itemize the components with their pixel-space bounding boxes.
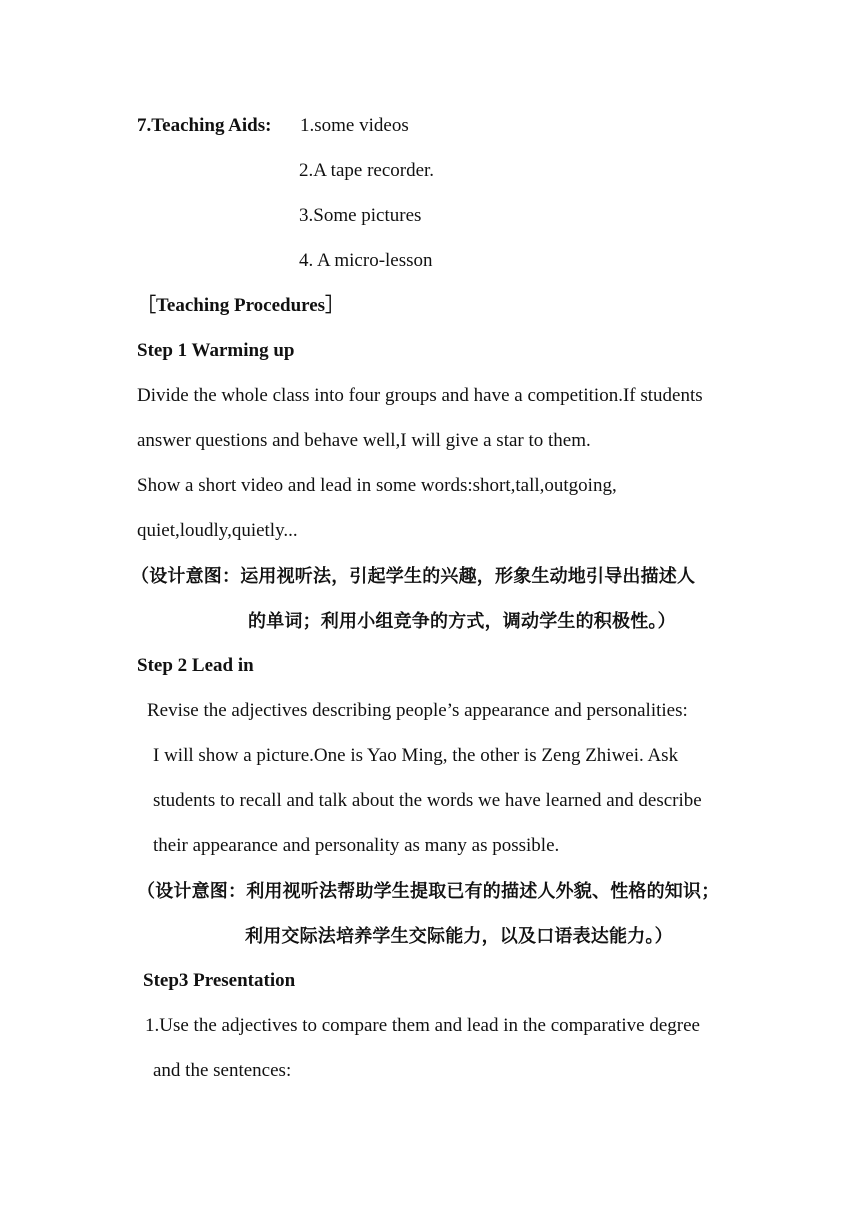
procedures-heading: ［Teaching Procedures］ bbox=[137, 295, 345, 316]
teaching-aid-item: 3.Some pictures bbox=[299, 205, 422, 226]
step1-design-intent-line: （设计意图：运用视听法，引起学生的兴趣，形象生动地引导出描述人 bbox=[131, 566, 696, 587]
step2-design-intent-line: 利用交际法培养学生交际能力，以及口语表达能力。） bbox=[245, 926, 673, 947]
step3-text-line: 1.Use the adjectives to compare them and lead in the comparative degree bbox=[145, 1015, 700, 1036]
teaching-aids-label: 7.Teaching Aids: bbox=[137, 115, 272, 136]
step1-title: Step 1 Warming up bbox=[137, 340, 295, 361]
step1-text-line: quiet,loudly,quietly... bbox=[137, 520, 298, 541]
step1-text-line: answer questions and behave well,I will give a star to them. bbox=[137, 430, 591, 451]
step2-title: Step 2 Lead in bbox=[137, 655, 254, 676]
teaching-aid-item: 1.some videos bbox=[300, 115, 409, 136]
step2-text-line: students to recall and talk about the words we have learned and describe bbox=[153, 790, 702, 811]
step2-text-line: their appearance and personality as many as possible. bbox=[153, 835, 560, 856]
step2-text-line: I will show a picture.One is Yao Ming, the other is Zeng Zhiwei. Ask bbox=[153, 745, 679, 766]
teaching-aid-item: 4. A micro-lesson bbox=[299, 250, 433, 271]
step3-text-line: and the sentences: bbox=[153, 1060, 292, 1081]
step3-title: Step3 Presentation bbox=[143, 970, 296, 991]
step1-text-line: Show a short video and lead in some words:short,tall,outgoing, bbox=[137, 475, 617, 496]
step2-design-intent-line: （设计意图：利用视听法帮助学生提取已有的描述人外貌、性格的知识； bbox=[137, 881, 720, 902]
step1-text-line: Divide the whole class into four groups and have a competition.If students bbox=[137, 385, 703, 406]
step2-text-line: Revise the adjectives describing people’s appearance and personalities: bbox=[147, 700, 688, 721]
step1-design-intent-line: 的单词；利用小组竞争的方式，调动学生的积极性。） bbox=[248, 611, 676, 632]
teaching-aid-item: 2.A tape recorder. bbox=[299, 160, 435, 181]
